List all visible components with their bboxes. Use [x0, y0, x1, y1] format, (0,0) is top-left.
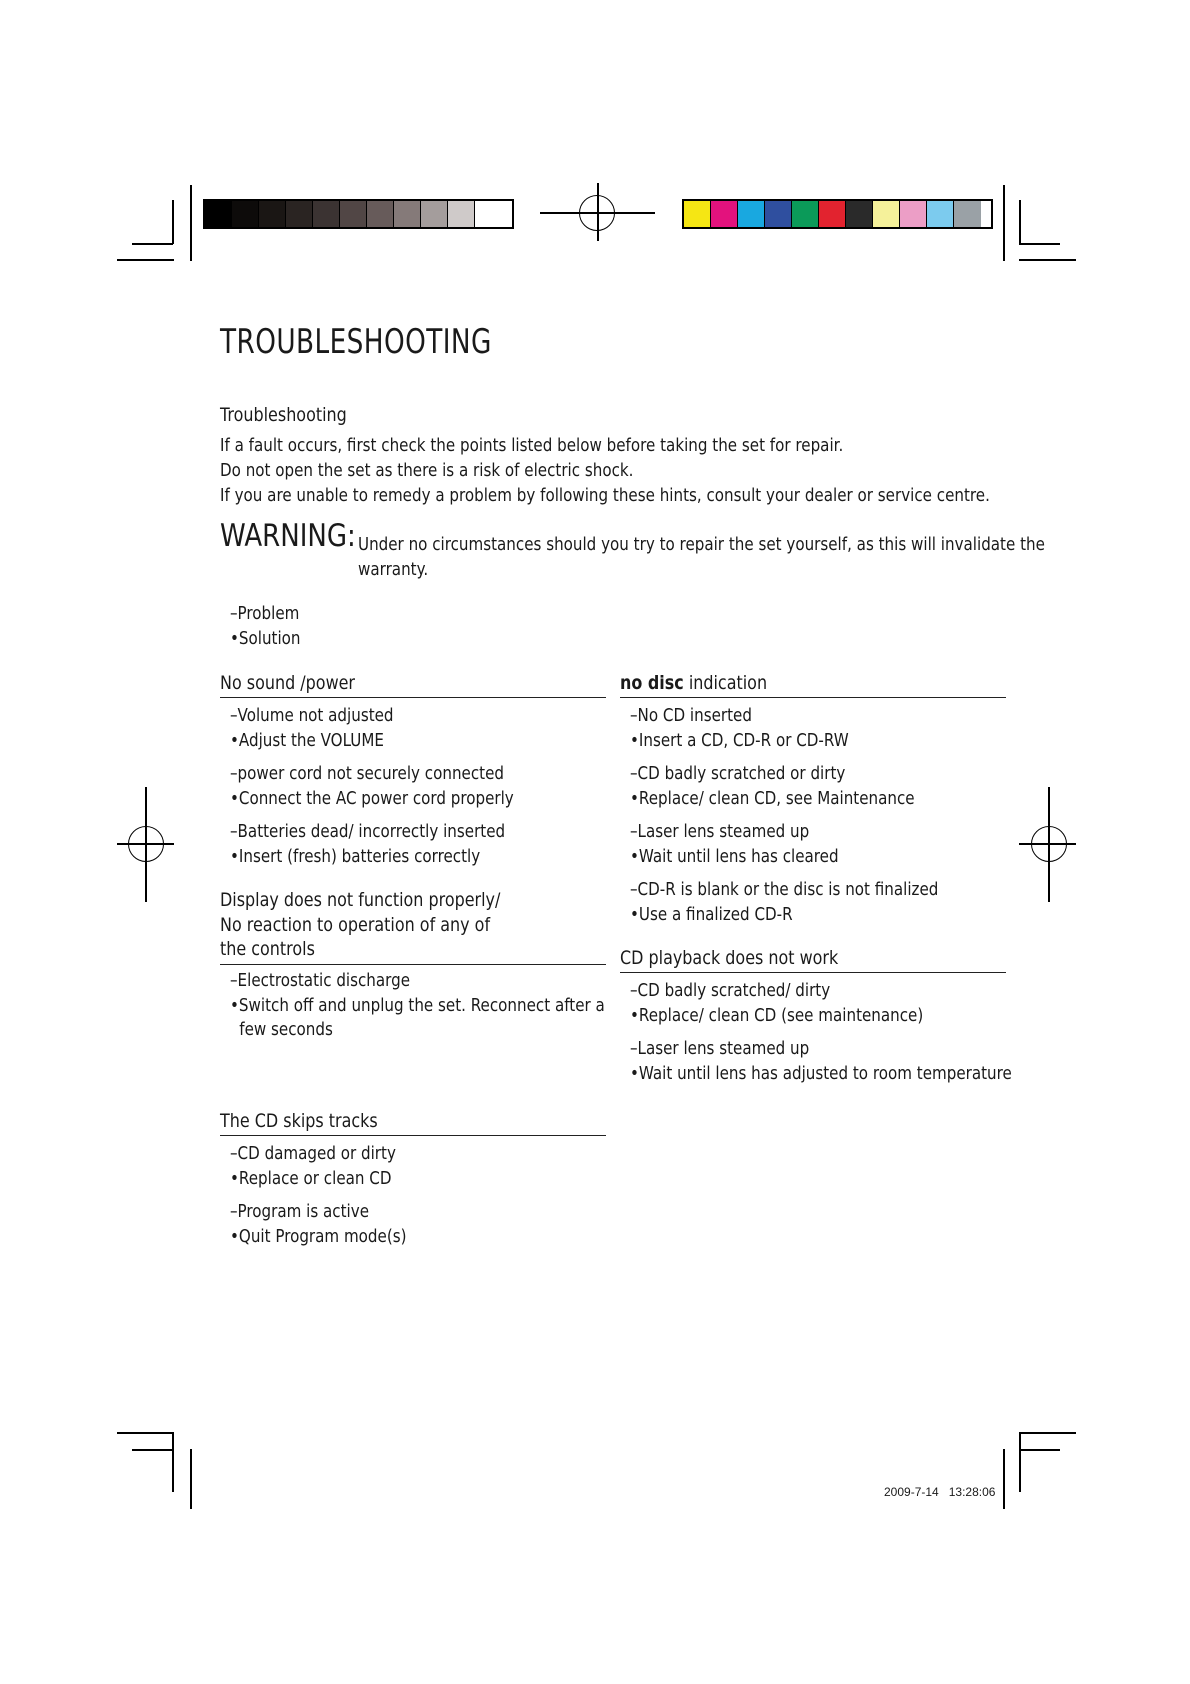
heading-bold: no disc — [620, 672, 684, 694]
list-item — [630, 704, 997, 753]
color-swatch — [340, 201, 367, 227]
color-swatch — [900, 201, 927, 227]
color-swatch — [954, 201, 981, 227]
solution-text: •Switch off and unplug the set. Reconnect after a — [230, 994, 605, 1016]
color-swatch — [684, 201, 711, 227]
section-subheading: Troubleshooting — [220, 404, 347, 426]
problem-text: –Batteries dead/ incorrectly inserted — [230, 821, 506, 842]
color-swatch — [846, 201, 873, 227]
intro-line: If a fault occurs, first check the points listed below before taking the set for repair. — [220, 435, 844, 456]
crop-mark — [1019, 1432, 1021, 1492]
solution-text: •Wait until lens has cleared — [630, 845, 839, 867]
problem-text: –No CD inserted — [630, 705, 752, 726]
legend-problem: –Problem — [230, 603, 300, 624]
crop-mark — [117, 1432, 174, 1434]
crop-mark — [1019, 200, 1021, 244]
color-swatch — [448, 201, 475, 227]
problem-text: –CD-R is blank or the disc is not finalized — [630, 879, 939, 900]
solution-text: •Insert (fresh) batteries correctly — [230, 845, 481, 867]
list-item — [230, 704, 568, 753]
color-swatch — [711, 201, 738, 227]
warning-label: WARNING: — [220, 518, 356, 554]
display-items — [230, 969, 676, 1052]
timestamp-time: 13:28:06 — [948, 1485, 996, 1499]
solution-text: •Adjust the VOLUME — [230, 729, 384, 751]
timestamp-date: 2009-7-14 — [884, 1485, 939, 1499]
crop-mark — [190, 1449, 192, 1509]
solution-text: •Wait until lens has adjusted to room temperature — [630, 1062, 1012, 1084]
color-swatch — [313, 201, 340, 227]
skips-items — [230, 1142, 440, 1258]
crop-mark — [1019, 259, 1076, 261]
problem-text: –power cord not securely connected — [230, 763, 504, 784]
color-swatch — [286, 201, 313, 227]
solution-text: few seconds — [239, 1019, 333, 1040]
registration-mark-icon — [1031, 826, 1067, 862]
list-item — [230, 969, 676, 1043]
list-item — [230, 762, 568, 811]
crop-mark — [1019, 243, 1060, 245]
color-swatch — [819, 201, 846, 227]
list-item — [630, 878, 997, 927]
crop-mark — [172, 200, 174, 244]
warning-line: Under no circumstances should you try to repair the set yourself, as this will invalidate the — [358, 534, 1045, 555]
heading-line: Display does not function properly/ — [220, 889, 501, 911]
heading-line: No reaction to operation of any of — [220, 913, 491, 936]
crop-mark — [132, 243, 173, 245]
solution-text: •Replace/ clean CD (see maintenance) — [630, 1004, 924, 1026]
problem-text: –CD badly scratched/ dirty — [630, 980, 831, 1001]
color-swatch — [738, 201, 765, 227]
section-heading-skips: The CD skips tracks — [220, 1110, 606, 1136]
section-heading-display — [220, 888, 606, 965]
grayscale-color-bar — [203, 199, 514, 229]
color-swatch — [927, 201, 954, 227]
solution-text: •Use a finalized CD-R — [630, 903, 793, 925]
no-sound-items — [230, 704, 568, 878]
color-swatch — [205, 201, 232, 227]
heading-rest: indication — [683, 672, 768, 694]
heading-line: the controls — [220, 938, 315, 960]
solution-text: •Replace or clean CD — [230, 1167, 392, 1189]
list-item — [630, 762, 997, 811]
crop-mark — [1019, 1449, 1060, 1451]
registration-mark-icon — [579, 195, 615, 231]
warning-line: warranty. — [358, 559, 429, 580]
crop-mark — [1003, 1449, 1005, 1509]
crop-mark — [190, 185, 192, 261]
list-item — [630, 820, 997, 869]
solution-text: •Insert a CD, CD-R or CD-RW — [630, 729, 849, 751]
intro-line: Do not open the set as there is a risk of electric shock. — [220, 460, 634, 481]
color-swatch — [873, 201, 900, 227]
color-swatch — [792, 201, 819, 227]
list-item — [630, 979, 1085, 1028]
color-swatch — [421, 201, 448, 227]
process-color-bar — [682, 199, 993, 229]
problem-text: –Program is active — [230, 1201, 370, 1222]
section-heading-playback: CD playback does not work — [620, 947, 1006, 973]
list-item — [630, 1037, 1085, 1086]
problem-text: –Laser lens steamed up — [630, 1038, 810, 1059]
problem-text: –Electrostatic discharge — [230, 970, 411, 991]
intro-paragraph — [220, 433, 1137, 508]
warning-text — [358, 532, 1176, 582]
list-item — [230, 1200, 440, 1249]
section-heading-no-disc — [620, 672, 1006, 698]
problem-text: –Laser lens steamed up — [630, 821, 810, 842]
color-swatch — [475, 201, 502, 227]
solution-text: •Replace/ clean CD, see Maintenance — [630, 787, 915, 809]
color-swatch — [394, 201, 421, 227]
crop-mark — [1019, 1432, 1076, 1434]
color-swatch — [259, 201, 286, 227]
problem-text: –Volume not adjusted — [230, 705, 394, 726]
crop-mark — [172, 1432, 174, 1492]
problem-text: –CD damaged or dirty — [230, 1143, 396, 1164]
color-swatch — [232, 201, 259, 227]
problem-text: –CD badly scratched or dirty — [630, 763, 846, 784]
crop-mark — [1003, 185, 1005, 261]
registration-mark-icon — [128, 826, 164, 862]
page-title: TROUBLESHOOTING — [220, 322, 492, 362]
crop-mark — [117, 259, 174, 261]
legend-solution: •Solution — [230, 627, 301, 649]
intro-line: If you are unable to remedy a problem by following these hints, consult your dealer or service centre. — [220, 485, 990, 506]
solution-text: •Quit Program mode(s) — [230, 1225, 407, 1247]
print-timestamp — [884, 1485, 995, 1499]
list-item — [230, 1142, 440, 1191]
solution-text: •Connect the AC power cord properly — [230, 787, 514, 809]
playback-items — [630, 979, 1085, 1095]
color-swatch — [367, 201, 394, 227]
no-disc-items — [630, 704, 997, 936]
crop-mark — [132, 1449, 173, 1451]
section-heading-no-sound: No sound /power — [220, 672, 606, 698]
legend — [230, 602, 314, 651]
color-swatch — [765, 201, 792, 227]
list-item — [230, 820, 568, 869]
